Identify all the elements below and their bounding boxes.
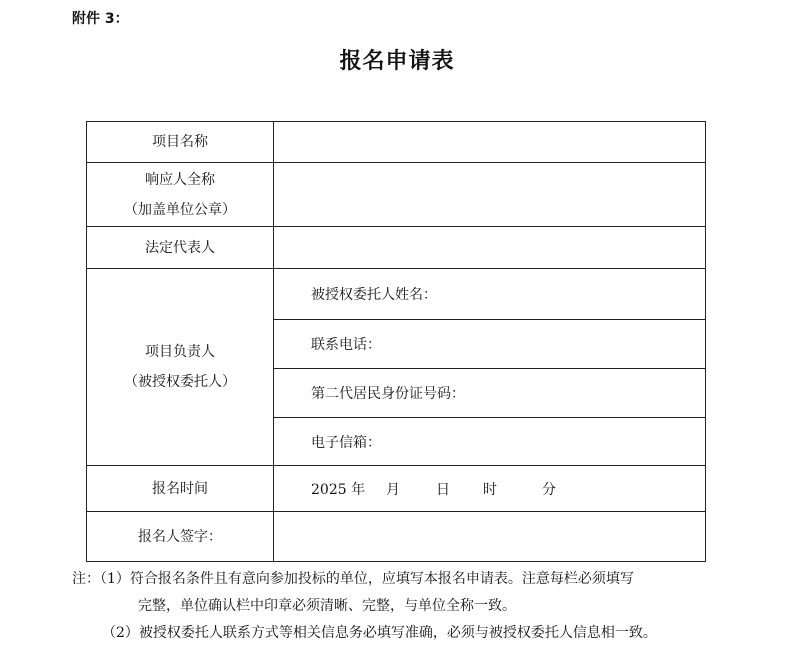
respondent-field[interactable] bbox=[274, 163, 706, 227]
respondent-label-line2: （加盖单位公章） bbox=[124, 201, 236, 218]
respondent-label bbox=[87, 163, 274, 227]
signup-month: 月 bbox=[386, 481, 400, 498]
signer-label: 报名人签字： bbox=[87, 512, 274, 562]
legal-rep-field[interactable] bbox=[274, 227, 706, 269]
signup-hour: 时 bbox=[483, 481, 497, 498]
signup-time-label: 报名时间 bbox=[87, 466, 274, 512]
row-project-name bbox=[87, 122, 706, 163]
phone-field[interactable]: 联系电话： bbox=[274, 320, 706, 369]
legal-rep-label: 法定代表人 bbox=[87, 227, 274, 269]
project-leader-label-line1: 项目负责人 bbox=[145, 344, 215, 360]
signup-minute: 分 bbox=[542, 481, 556, 498]
signup-time-field[interactable] bbox=[274, 466, 706, 512]
authorized-name-field[interactable]: 被授权委托人姓名： bbox=[274, 269, 706, 320]
note-line-3: （2）被授权委托人联系方式等相关信息务必填写准确，必须与被授权委托人信息相一致。 bbox=[102, 625, 657, 641]
application-form-table bbox=[86, 121, 706, 562]
signer-field[interactable] bbox=[274, 512, 706, 562]
row-authorized-name bbox=[87, 269, 706, 320]
row-signup-time bbox=[87, 466, 706, 512]
attachment-label: 附件 3： bbox=[72, 11, 129, 27]
project-name-field[interactable] bbox=[274, 122, 706, 163]
note-line-2: 完整，单位确认栏中印章必须清晰、完整，与单位全称一致。 bbox=[138, 598, 516, 614]
signup-year: 2025 年 bbox=[311, 481, 366, 498]
email-field[interactable]: 电子信箱： bbox=[274, 418, 706, 466]
row-respondent bbox=[87, 163, 706, 227]
signup-day: 日 bbox=[436, 481, 450, 498]
project-leader-label bbox=[87, 269, 274, 466]
notes-section bbox=[72, 566, 732, 647]
row-legal-rep bbox=[87, 227, 706, 269]
project-name-label: 项目名称 bbox=[87, 122, 274, 163]
id-number-field[interactable]: 第二代居民身份证号码： bbox=[274, 369, 706, 418]
project-leader-label-line2: （被授权委托人） bbox=[124, 374, 236, 390]
row-signer bbox=[87, 512, 706, 562]
form-title: 报名申请表 bbox=[339, 49, 455, 74]
respondent-label-line1: 响应人全称 bbox=[145, 171, 215, 188]
note-line-1: 注：（1）符合报名条件且有意向参加投标的单位，应填写本报名申请表。注意每栏必须填写 bbox=[72, 571, 634, 587]
